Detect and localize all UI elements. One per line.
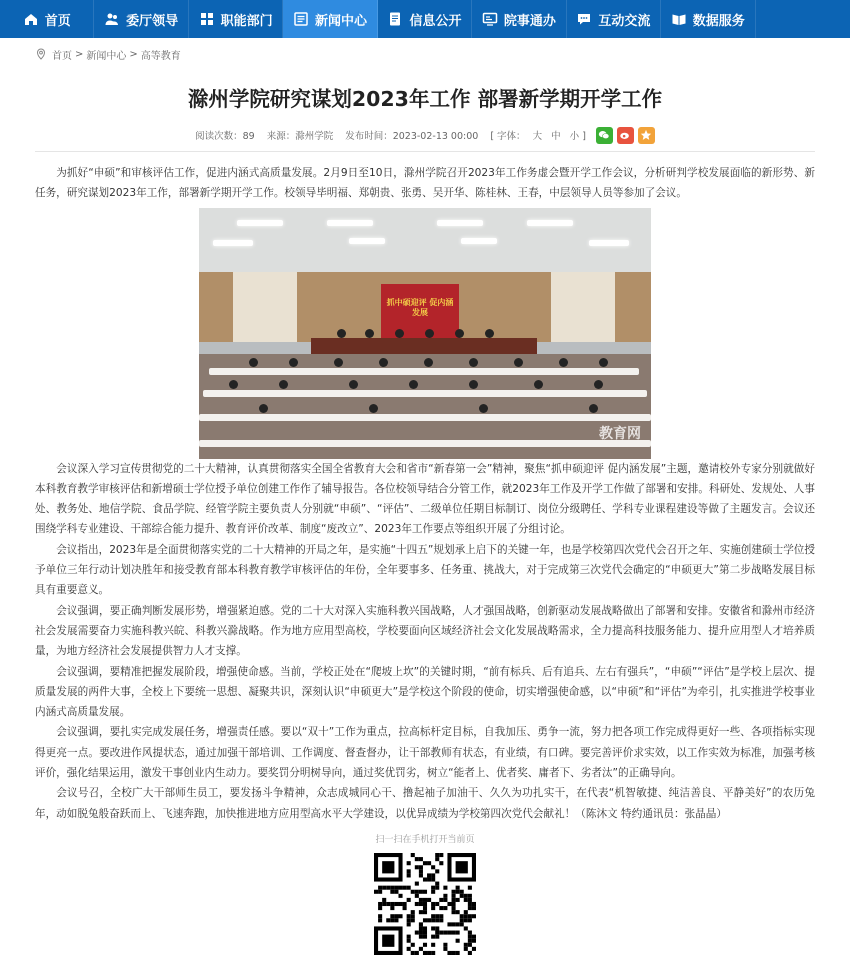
departments-icon [199, 11, 215, 27]
data-icon [671, 11, 687, 27]
font-size-label: [ 字体： [490, 131, 526, 142]
article-title: 滁州学院研究谋划2023年工作 部署新学期开学工作 [187, 87, 663, 111]
nav-item-label: 信息公开 [409, 13, 462, 29]
article-meta [0, 125, 850, 145]
article-paragraph: 会议号召，全校广大干部师生员工，要发扬斗争精神，众志成城同心干、撸起袖子加油干、久久为功扎实干，在代表“机智敏捷、纯洁善良、平静美好”的农历兔年，动如脱兔般奋跃而上、飞速奔跑，加快推进地方应用型高水平大学建设，以优异成绩为学校第四次党代会献礼！（陈沐文 特约通讯员：张晶晶） [35, 787, 815, 820]
breadcrumb [0, 38, 850, 70]
nav-item[interactable] [94, 0, 188, 38]
article-paragraph: 会议深入学习宣传贯彻党的二十大精神，认真贯彻落实全国全省教育大会和省市“新春第一会”精神，聚焦“抓申硕迎评 促内涵发展”主题，邀请校外专家分别就做好本科教育教学审核评估和新增硕士学位授予单位创建工作作了辅导报告。各位校领导结合分管工作，就2023年工作及开学工作做了部署和安排。科研处、发规处、人事处、教务处、地信学院、食品学院、经管学院主要负责人分别就“申硕”、“评估”、二级单位任期目标制订、岗位分级聘任、学科专业课程建设等做了主题发言。会议还围绕学科专业建设、干部综合能力提升、教育评价改革、制度“废改立”、2023年工作要点等组织开展了分组讨论。 [35, 462, 815, 536]
photo-watermark: 教育网 [599, 426, 641, 443]
weibo-share-icon[interactable] [617, 127, 634, 144]
article-paragraph: 会议强调，要扎实完成发展任务，增强责任感。要以“双十”工作为重点，拉高标杆定目标，自我加压、勇争一流，努力把各项工作完成得更好一些、各项指标实现得更亮一点。要改进作风提状态，通过加强干部培训、工作调度、督查督办，让干部教师有状态，有业绩，有口碑。要完善评价求实效，以工作实效为标准，加强考核评价，强化结果运用，激发干事创业内生动力。要奖罚分明树导向，通过奖优罚劣，树立“能者上、优者奖、庸者下、劣者汰”的正确导向。 [35, 726, 815, 780]
nav-item[interactable] [567, 0, 661, 38]
article-paragraph: 会议强调，要精准把握发展阶段，增强使命感。当前，学校正处在“爬坡上坎”的关键时期，“前有标兵、后有追兵、左右有强兵”，“申硕”“评估”是学校上层次、提质量发展的两件大事，全校上下要统一思想、凝聚共识，深刻认识“申硕更大”是学校这个阶段的使命，切实增强使命感，以“申硕”和“评估”为牵引，扎实推进学校事业内涵式高质量发展。 [35, 665, 815, 719]
breadcrumb-separator: > [75, 48, 84, 60]
nav-item-label: 数据服务 [692, 13, 745, 29]
nav-item-label: 院事通办 [503, 13, 556, 29]
qr-code [374, 853, 476, 955]
nav-item[interactable] [283, 0, 377, 38]
article-paragraph: 会议指出，2023年是全面贯彻落实党的二十大精神的开局之年，是实施“十四五”规划承上启下的关键一年，也是学校第四次党代会召开之年、实施创建硕士学位授予单位三年行动计划决胜年和接受教育部本科教育教学审核评估的年份，全年要事多、任务重、挑战大，对于完成第三次党代会确定的“申硕更大”第二步战略发展目标具有重要意义。 [35, 543, 815, 597]
nav-item-label: 委厅领导 [126, 13, 179, 29]
wechat-share-icon[interactable] [596, 127, 613, 144]
font-small-button[interactable]: 小 ] [569, 131, 586, 142]
main-nav [0, 0, 850, 38]
news-icon [293, 11, 309, 27]
share-buttons [592, 127, 655, 144]
meeting-photo [199, 208, 651, 459]
qzone-share-icon[interactable] [638, 127, 655, 144]
nav-item-label: 新闻中心 [315, 13, 368, 29]
location-pin-icon [35, 48, 47, 60]
nav-item[interactable] [189, 0, 283, 38]
breadcrumb-separator: > [129, 48, 138, 60]
article-body [0, 163, 850, 824]
info-icon [387, 11, 403, 27]
breadcrumb-home-link[interactable]: 首页 [52, 50, 72, 62]
qr-label: 扫一扫在手机打开当前页 [375, 834, 475, 845]
font-medium-button[interactable]: 中 [551, 131, 561, 142]
home-icon [23, 11, 39, 27]
nav-item-label: 互动交流 [598, 13, 651, 29]
font-size-switcher [490, 128, 592, 142]
view-count: 阅读次数：89 [195, 131, 255, 142]
nav-item[interactable] [0, 0, 94, 38]
leaders-icon [104, 11, 120, 27]
photo-banner-text: 抓中硕迎评 促内涵发展 [386, 297, 454, 317]
publish-date: 发布时间：2023-02-13 00:00 [345, 131, 479, 142]
article-paragraph: 为抓好“申硕”和审核评估工作，促进内涵式高质量发展。2月9日至10日，滁州学院召开2023年工作务虚会暨开学工作会议，分析研判学校发展面临的新形势、新任务，研究谋划2023年工作，部署新学期开学工作。校领导毕明福、郑朝贵、张勇、吴开华、陈桂林、王春，中层领导人员等参加了会议。 [35, 167, 815, 200]
nav-item[interactable] [661, 0, 755, 38]
breadcrumb-category-link[interactable]: 高等教育 [140, 50, 181, 62]
title-divider [35, 151, 815, 152]
font-large-button[interactable]: 大 [532, 131, 543, 142]
article-source: 来源：滁州学院 [266, 131, 334, 142]
nav-item-label: 首页 [44, 13, 71, 29]
nav-item[interactable] [472, 0, 566, 38]
breadcrumb-section-link[interactable]: 新闻中心 [86, 50, 127, 62]
article-paragraph: 会议强调，要正确判断发展形势，增强紧迫感。党的二十大对深入实施科教兴国战略，人才强国战略，创新驱动发展战略做出了部署和安排。安徽省和滁州市经济社会发展需要奋力实施科教兴皖、科教兴滁战略。作为地方应用型高校，学校要面向区域经济社会文化发展战略需求，全力提高科技服务能力、提升应用型人才培养质量，为地方经济社会发展提供智力人才支撑。 [35, 604, 815, 658]
service-icon [482, 11, 498, 27]
chat-icon [576, 11, 592, 27]
nav-item[interactable] [378, 0, 472, 38]
nav-item-label: 职能部门 [220, 13, 273, 29]
